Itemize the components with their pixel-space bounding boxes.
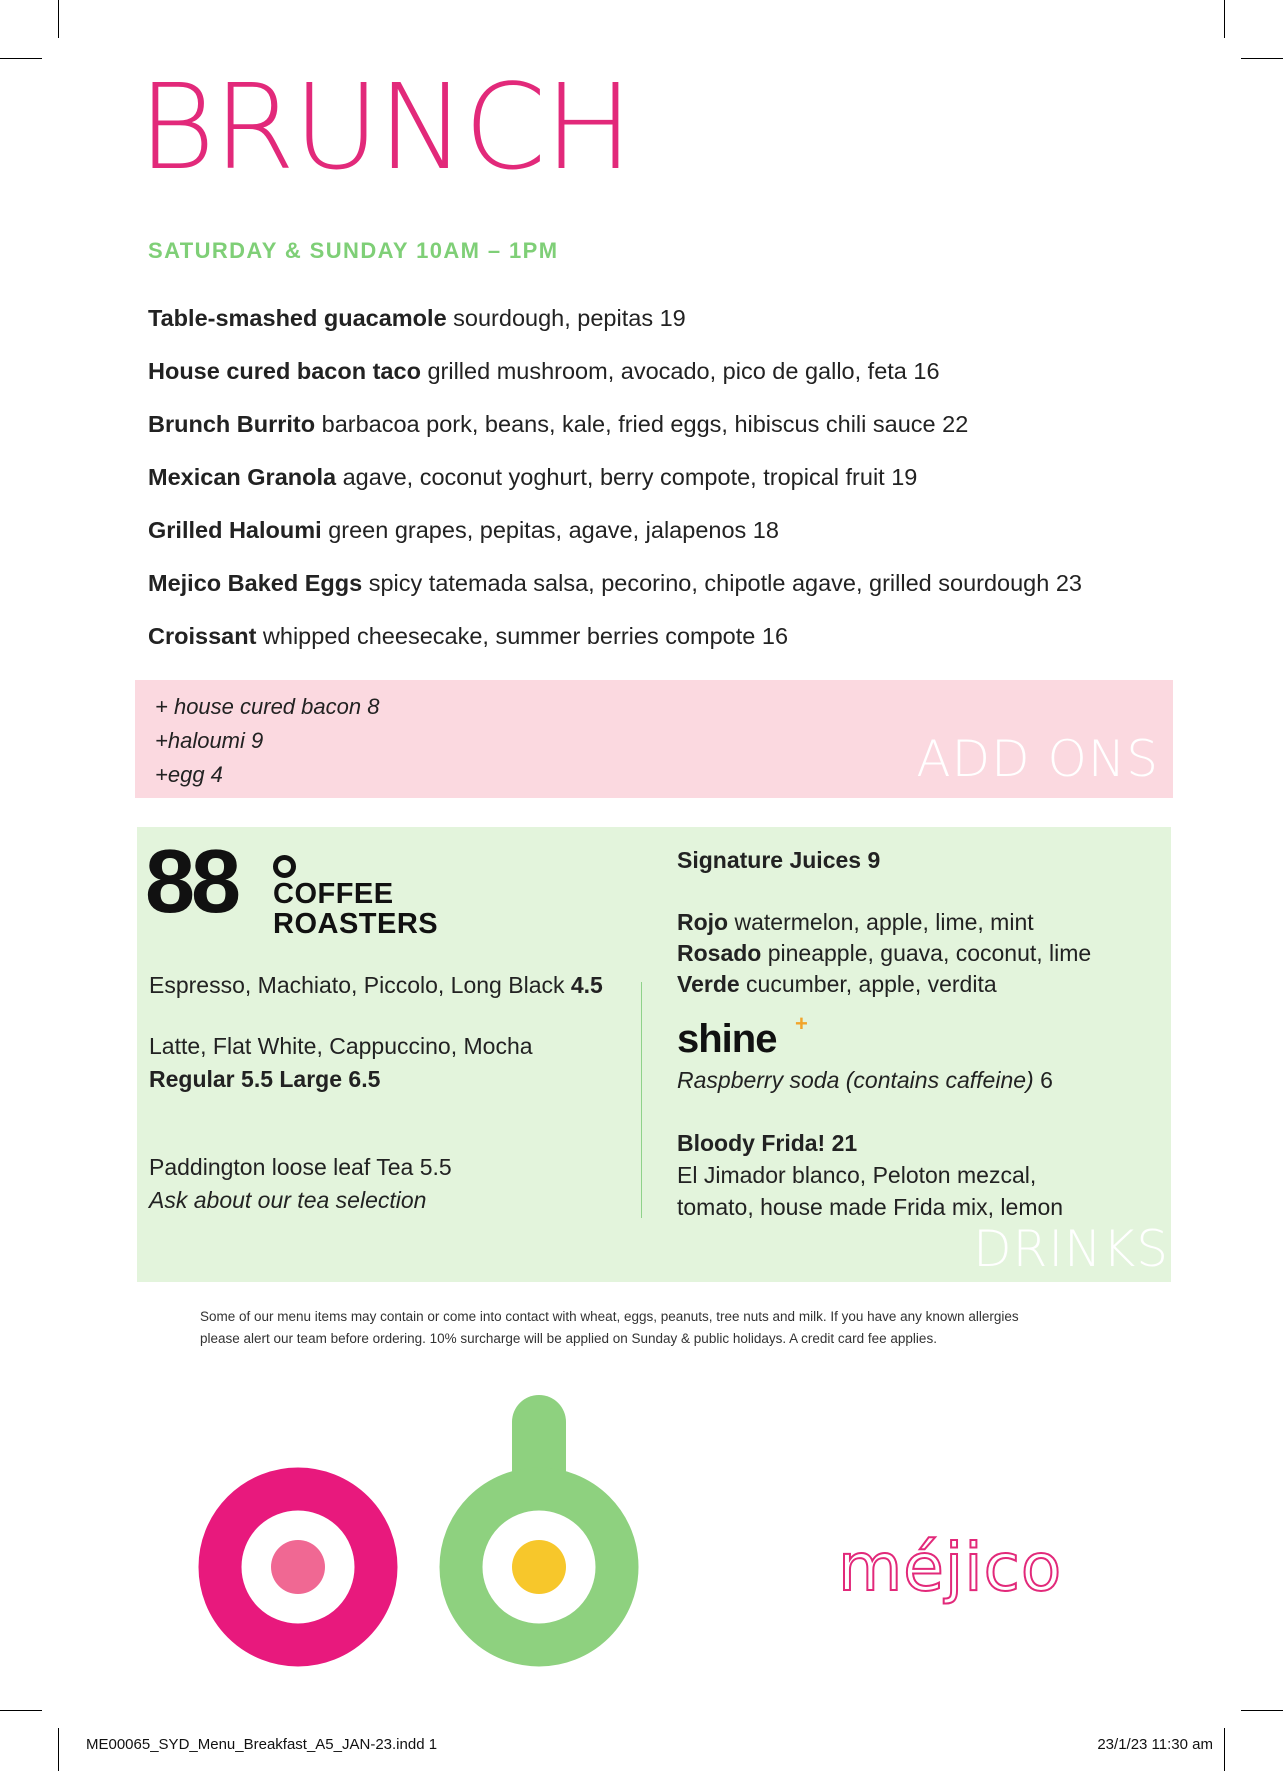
juice-name: Rojo: [677, 909, 729, 935]
bloody-line-1: El Jimador blanco, Peloton mezcal,: [677, 1162, 1037, 1188]
bloody-line-2: tomato, house made Frida mix, lemon: [677, 1194, 1064, 1220]
mejico-logo: méjico: [838, 1529, 1063, 1606]
coffee-sizes-text: Regular 5.5 Large 6.5: [149, 1066, 381, 1092]
shine-desc-text: Raspberry soda (contains caffeine): [677, 1067, 1034, 1093]
tea-price: 5.5: [419, 1154, 452, 1180]
juice-desc: cucumber, apple, verdita: [739, 971, 997, 997]
menu-item-name: Mejico Baked Eggs: [148, 570, 363, 596]
menu-item-desc: spicy tatemada salsa, pecorino, chipotle agave, grilled sourdough 23: [362, 570, 1082, 596]
bloody-title-text: Bloody Frida! 21: [677, 1130, 858, 1156]
juice-desc: pineapple, guava, coconut, lime: [761, 940, 1092, 966]
yolk-dot-icon: [512, 1540, 566, 1594]
shine-logo-text: shine: [677, 1017, 777, 1061]
roaster-logo-line2: ROASTERS: [273, 908, 439, 940]
menu-item-name: Croissant: [148, 623, 257, 649]
menu-item-desc: grilled mushroom, avocado, pico de gallo, feta 16: [420, 358, 940, 384]
tea-text: Paddington loose leaf Tea: [149, 1154, 420, 1180]
menu-item-name: Table-smashed guacamole: [148, 305, 447, 331]
addons-label: ADD ONS: [916, 730, 1159, 788]
tea-note-text: Ask about our tea selection: [149, 1187, 427, 1213]
juices-title-text: Signature Juices 9: [677, 847, 881, 873]
footer-date: 23/1/23 11:30 am: [1097, 1736, 1213, 1753]
footer-filename: ME00065_SYD_Menu_Breakfast_A5_JAN-23.indd 1: [86, 1736, 438, 1753]
addon-item: +haloumi 9: [155, 728, 264, 753]
shine-plus-icon: +: [795, 1011, 807, 1036]
coffee-line-1-price: 4.5: [570, 972, 603, 998]
roaster-logo-line1: COFFEE: [273, 878, 394, 910]
menu-item-name: Brunch Burrito: [148, 411, 316, 437]
page-title: BRUNCH: [138, 58, 632, 196]
menu-item-desc: sourdough, pepitas 19: [446, 305, 686, 331]
menu-item-name: Grilled Haloumi: [148, 517, 322, 543]
allergy-disclaimer: Some of our menu items may contain or come into contact with wheat, eggs, peanuts, tree nuts and milk. If you have any known allergies please alert our team before ordering. 10% surcharge will be applied on Sunday & public holidays. A credit card fee applies.: [200, 1309, 1019, 1346]
pink-dot-icon: [271, 1540, 325, 1594]
menu-item-desc: green grapes, pepitas, agave, jalapenos 18: [321, 517, 779, 543]
roaster-logo-number: 88: [145, 832, 238, 932]
drinks-label: DRINKS: [973, 1220, 1169, 1278]
coffee-line-2: Latte, Flat White, Cappuccino, Mocha: [149, 1033, 533, 1059]
menu-item-desc: barbacoa pork, beans, kale, fried eggs, hibiscus chili sauce 22: [315, 411, 969, 437]
juice-desc: watermelon, apple, lime, mint: [728, 909, 1034, 935]
coffee-line-1-text: Espresso, Machiato, Piccolo, Long Black: [149, 972, 571, 998]
addon-item: + house cured bacon 8: [155, 694, 380, 719]
brunch-hours: SATURDAY & SUNDAY 10AM – 1PM: [148, 238, 559, 263]
menu-item-name: House cured bacon taco: [148, 358, 421, 384]
menu-item-desc: whipped cheesecake, summer berries compote 16: [256, 623, 789, 649]
menu-item-desc: agave, coconut yoghurt, berry compote, tropical fruit 19: [336, 464, 918, 490]
juice-name: Rosado: [677, 940, 762, 966]
addon-item: +egg 4: [155, 762, 223, 787]
juice-name: Verde: [677, 971, 740, 997]
menu-item-name: Mexican Granola: [148, 464, 337, 490]
shine-price: 6: [1033, 1067, 1053, 1093]
